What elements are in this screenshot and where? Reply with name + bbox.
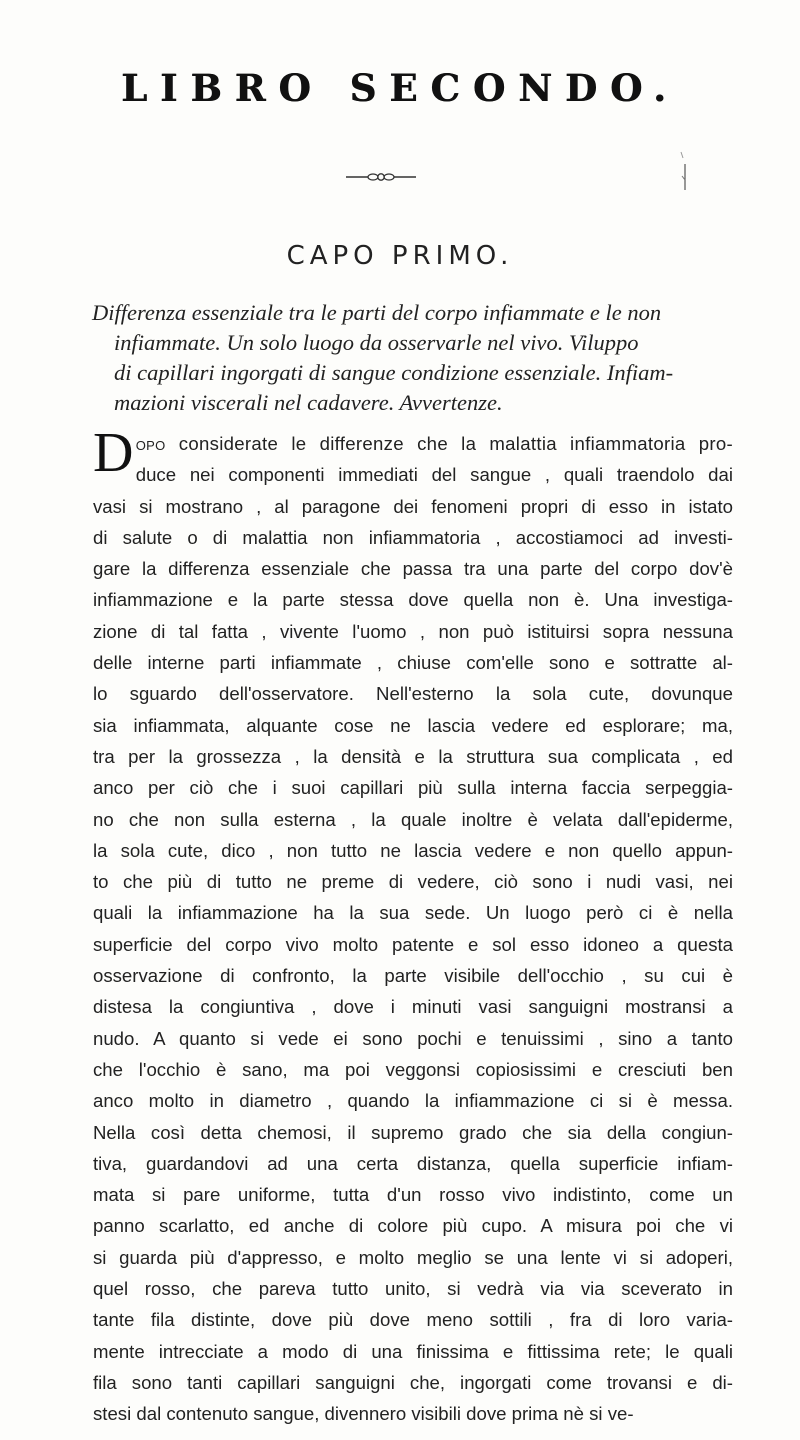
summary-line: Differenza essenziale tra le parti del corpo infiammate e le non xyxy=(92,300,662,325)
body-line: to che più di tutto ne preme di vedere, ciò sono i nudi vasi, nei xyxy=(93,871,733,893)
summary-line: infiammate. Un solo luogo da osservarle nel vivo. Viluppo xyxy=(114,330,639,355)
body-line: panno scarlatto, ed anche di colore più cupo. A misura poi che vi xyxy=(93,1215,733,1237)
dropcap: D xyxy=(93,422,134,484)
body-line: duce nei componenti immediati del sangue , quali traendolo dai xyxy=(135,464,733,486)
body-line: superficie del corpo vivo molto patente e sol esso idoneo a questa xyxy=(93,933,733,955)
body-line: stesi dal contenuto sangue, divennero visibili dove prima nè si ve- xyxy=(93,1403,634,1425)
body-line: gare la differenza essenziale che passa tra una parte del corpo dov'è xyxy=(93,558,733,580)
body-line: si guarda più d'appresso, e molto meglio se una lente vi si adoperi, xyxy=(93,1246,733,1268)
body-line: delle interne parti infiammate , chiuse com'elle sono e sottratte al- xyxy=(93,652,733,674)
body-line: infiammazione e la parte stessa dove quella non è. Una investiga- xyxy=(93,589,733,611)
body-line: osservazione di confronto, la parte visibile dell'occhio , su cui è xyxy=(93,965,733,987)
ornament-divider xyxy=(346,172,416,182)
summary-line: di capillari ingorgati di sangue condizione essenziale. Infiam- xyxy=(114,360,674,385)
body-line: quel rosso, che pareva tutto unito, si vedrà via via sceverato in xyxy=(93,1278,733,1300)
body-line: di salute o di malattia non infiammatoria , accostiamoci ad investi- xyxy=(93,526,733,548)
body-line: tante fila distinte, dove più dove meno sottili , fra di loro varia- xyxy=(93,1309,733,1331)
first-line-rest: considerate le differenze che la malattia infiammatoria pro- xyxy=(178,433,733,454)
body-line: mata si pare uniforme, tutta d'un rosso vivo indistinto, come un xyxy=(93,1184,733,1206)
body-line: sia infiammata, alquante cose ne lascia vedere ed esplorare; ma, xyxy=(93,714,733,736)
body-line: Nella così detta chemosi, il supremo grado che sia della congiun- xyxy=(93,1121,733,1143)
body-text xyxy=(93,422,733,1430)
body-line: zione di tal fatta , vivente l'uomo , non può istituirsi sopra nessuna xyxy=(93,620,733,642)
body-line: tra per la grossezza , la densità e la struttura sua complicata , ed xyxy=(93,745,733,767)
body-line: nudo. A quanto si vede ei sono pochi e tenuissimi , sino a tanto xyxy=(93,1027,733,1049)
body-line: mente intrecciate a modo di una finissima e fittissima rete; le quali xyxy=(93,1340,733,1362)
body-line: quali la infiammazione ha la sua sede. Un luogo però ci è nella xyxy=(93,902,733,924)
body-line: anco per ciò che i suoi capillari più sulla interna faccia serpeggia- xyxy=(93,777,733,799)
body-line: fila sono tanti capillari sanguigni che, ingorgati come trovansi e di- xyxy=(93,1371,733,1393)
stray-mark xyxy=(678,150,690,200)
body-line: no che non sulla esterna , la quale inoltre è velata dall'epiderme, xyxy=(93,808,733,830)
body-line: vasi si mostrano , al paragone dei fenomeni propri di esso in istato xyxy=(93,495,733,517)
book-title: LIBRO SECONDO. xyxy=(121,66,679,110)
first-word-rest: opo xyxy=(135,433,166,454)
body-line: distesa la congiuntiva , dove i minuti vasi sanguigni mostransi a xyxy=(93,996,733,1018)
body-line: tiva, guardandovi ad una certa distanza, quella superficie infiam- xyxy=(93,1152,733,1174)
body-line: che l'occhio è sano, ma poi veggonsi copiosissimi e cresciuti ben xyxy=(93,1058,733,1080)
chapter-title: CAPO PRIMO. xyxy=(286,241,514,271)
chapter-summary xyxy=(92,298,732,418)
summary-line: mazioni viscerali nel cadavere. Avvertenze. xyxy=(114,390,503,415)
body-line: anco molto in diametro , quando la infiammazione ci si è messa. xyxy=(93,1090,733,1112)
body-line: lo sguardo dell'osservatore. Nell'esterno la sola cute, dovunque xyxy=(93,683,733,705)
body-line: la sola cute, dico , non tutto ne lascia vedere e non quello appun- xyxy=(93,839,733,861)
